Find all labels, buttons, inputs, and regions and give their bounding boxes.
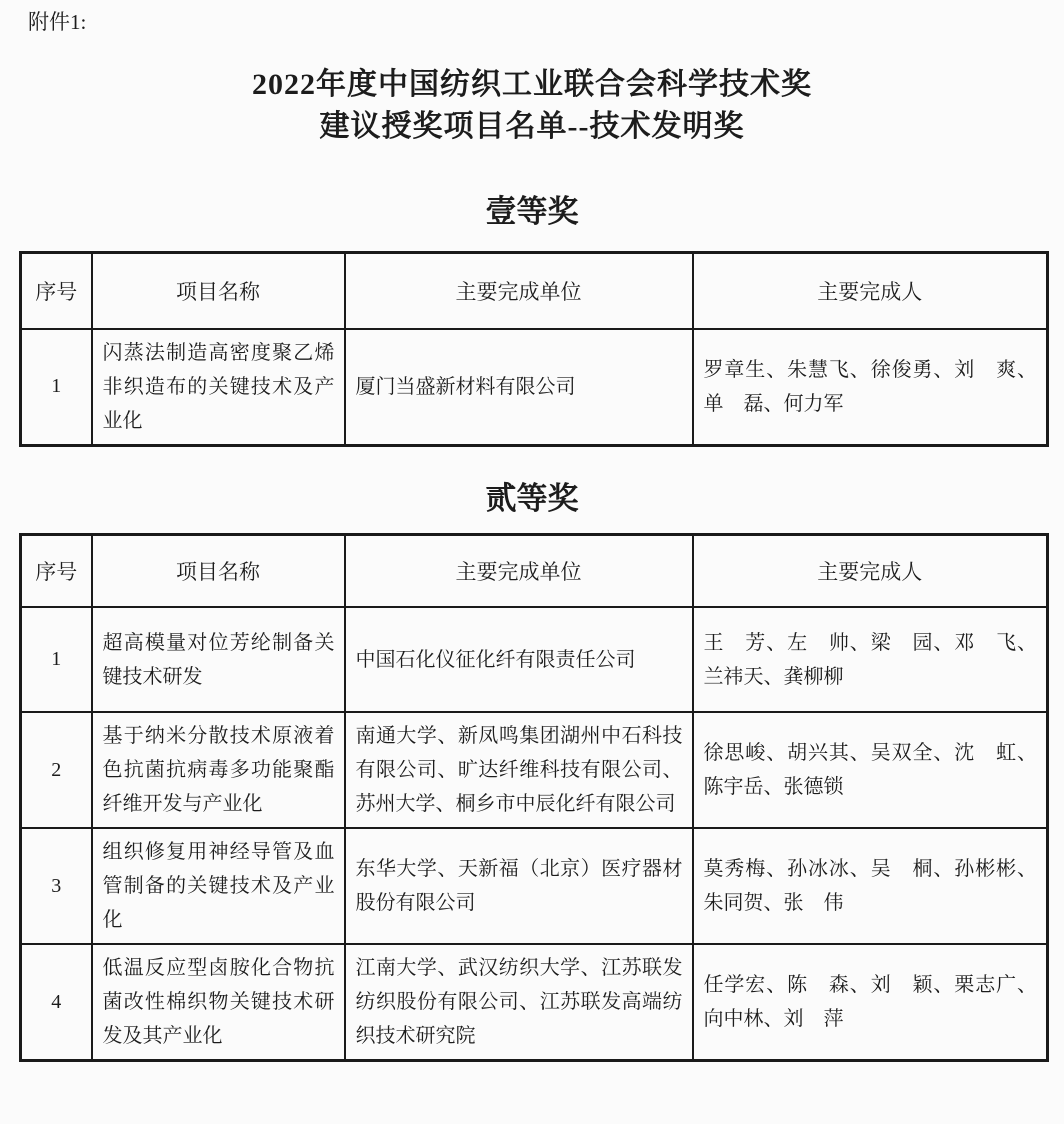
row-index-cell: 2: [21, 712, 92, 828]
main-people-cell: 王 芳、左 帅、梁 园、邓 飞、兰祎天、龚柳柳: [693, 607, 1048, 712]
table-header-row: [21, 534, 1048, 607]
project-name-cell: 基于纳米分散技术原液着色抗菌抗病毒多功能聚酯纤维开发与产业化: [92, 712, 345, 828]
column-header-people: 主要完成人: [693, 534, 1048, 607]
row-index-cell: 1: [21, 607, 92, 712]
main-units-cell: 江南大学、武汉纺织大学、江苏联发纺织股份有限公司、江苏联发高端纺织技术研究院: [345, 944, 693, 1061]
main-units-cell: 厦门当盛新材料有限公司: [345, 329, 693, 446]
table-header-row: [21, 253, 1048, 329]
document-page: [0, 8, 1064, 1124]
table-row: [21, 712, 1048, 828]
table-row: [21, 329, 1048, 446]
project-name-cell: 组织修复用神经导管及血管制备的关键技术及产业化: [92, 828, 345, 944]
main-units-cell: 中国石化仪征化纤有限责任公司: [345, 607, 693, 712]
column-header-people: 主要完成人: [693, 253, 1048, 329]
column-header-units: 主要完成单位: [345, 534, 693, 607]
main-people-cell: 任学宏、陈 森、刘 颖、栗志广、向中林、刘 萍: [693, 944, 1048, 1061]
section-heading-first-prize: 壹等奖: [485, 194, 579, 229]
document-title-line2: 建议授奖项目名单--技术发明奖: [319, 110, 745, 143]
table-row: [21, 828, 1048, 944]
document-title-line1: 2022年度中国纺织工业联合会科学技术奖: [252, 68, 812, 101]
column-header-index: 序号: [21, 253, 92, 329]
section-heading-second-prize: 贰等奖: [485, 480, 579, 516]
attachment-label: 附件1:: [28, 10, 87, 34]
main-people-cell: 罗章生、朱慧飞、徐俊勇、刘 爽、单 磊、何力军: [693, 329, 1048, 446]
project-name-cell: 超高模量对位芳纶制备关键技术研发: [92, 607, 345, 712]
document-title: [0, 64, 1064, 148]
project-name-cell: 低温反应型卤胺化合物抗菌改性棉织物关键技术研发及其产业化: [92, 944, 345, 1061]
row-index-cell: 4: [21, 944, 92, 1061]
project-name-cell: 闪蒸法制造高密度聚乙烯非织造布的关键技术及产业化: [92, 329, 345, 446]
second-prize-table: [19, 533, 1049, 1063]
main-people-cell: 莫秀梅、孙冰冰、吴 桐、孙彬彬、朱同贺、张 伟: [693, 828, 1048, 944]
row-index-cell: 1: [21, 329, 92, 446]
column-header-units: 主要完成单位: [345, 253, 693, 329]
column-header-index: 序号: [21, 534, 92, 607]
column-header-project: 项目名称: [92, 534, 345, 607]
table-row: [21, 607, 1048, 712]
main-people-cell: 徐思峻、胡兴其、吴双全、沈 虹、陈宇岳、张德锁: [693, 712, 1048, 828]
first-prize-table: [19, 251, 1049, 447]
column-header-project: 项目名称: [92, 253, 345, 329]
main-units-cell: 南通大学、新凤鸣集团湖州中石科技有限公司、旷达纤维科技有限公司、苏州大学、桐乡市中辰化纤有限公司: [345, 712, 693, 828]
row-index-cell: 3: [21, 828, 92, 944]
main-units-cell: 东华大学、天新福（北京）医疗器材股份有限公司: [345, 828, 693, 944]
table-row: [21, 944, 1048, 1061]
